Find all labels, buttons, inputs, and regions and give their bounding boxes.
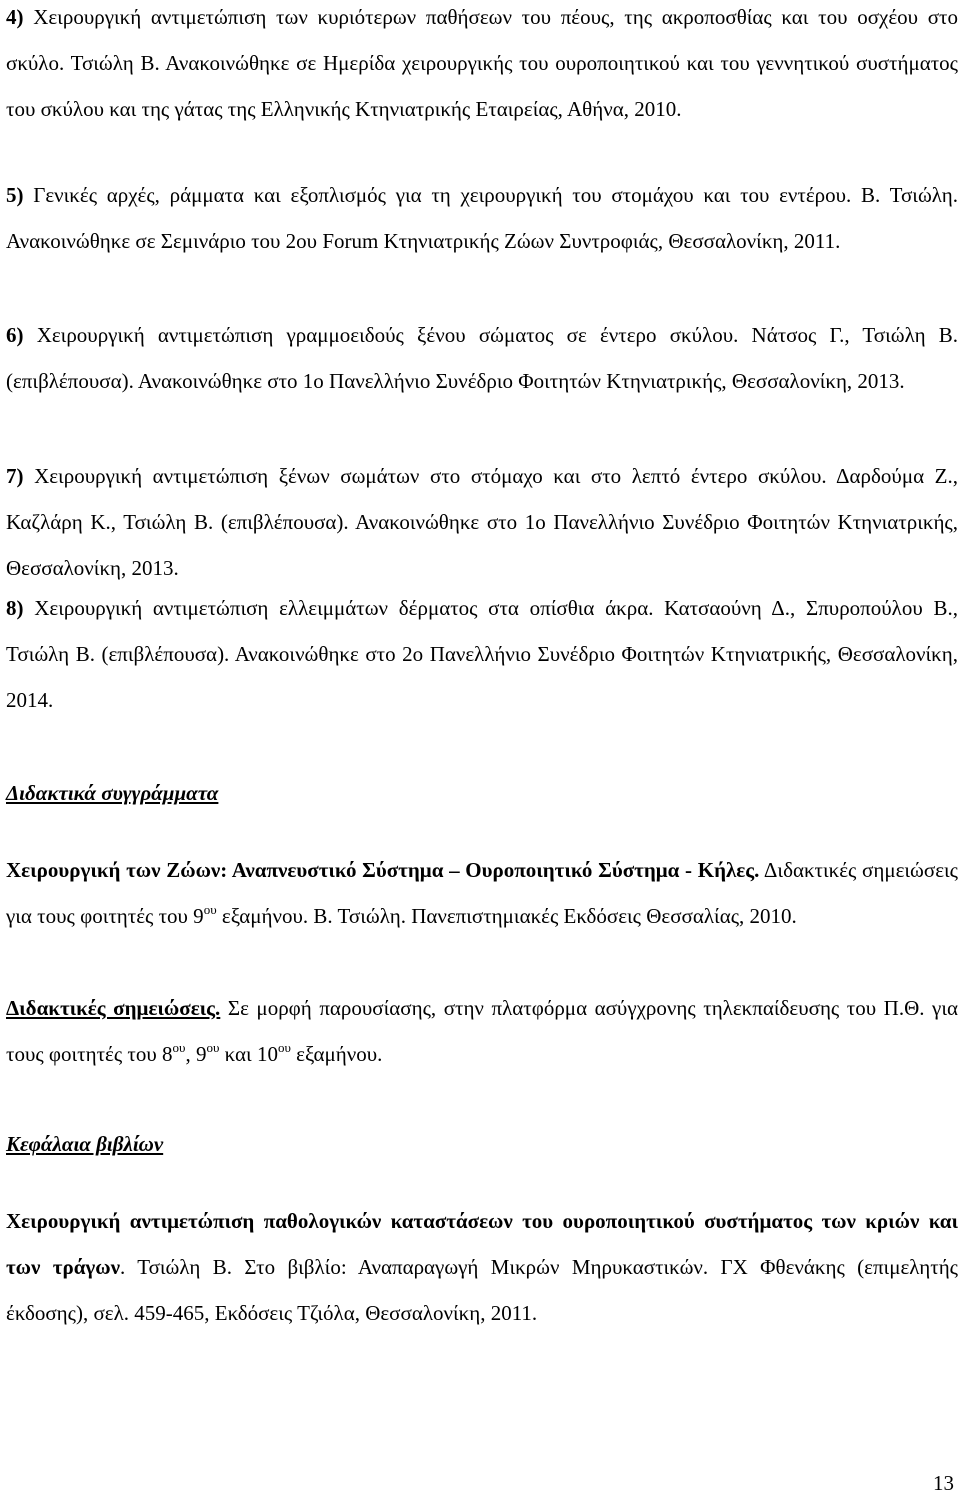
item-details: Τσιώλη Β. Ανακοινώθηκε σε Ημερίδα χειρουργικής του ουροποιητικού και του γεννητικού συστήματος του σκύλου και της γάτας της Ελληνικής Κτηνιατρικής Εταιρείας, Αθήνα, 2010. [6,51,958,121]
item-title: Γενικές αρχές, ράμματα και εξοπλισμός για τη χειρουργική του στομάχου και του εντέρου. [33,183,852,207]
list-item [6,453,958,591]
item-title: Χειρουργική αντιμετώπιση των κυριότερων παθήσεων του πέους, της ακροποσθίας και του οσχέου στο σκύλο. [6,5,958,75]
ordinal-sup: ου [172,1040,186,1055]
teaching-book-entry [6,847,958,939]
book-title: Χειρουργική των Ζώων: Αναπνευστικό Σύστημα – Ουροποιητικό Σύστημα - Κήλες. [6,858,760,882]
item-details: Νάτσος Γ., Τσιώλη Β. (επιβλέπουσα). Ανακοινώθηκε στο 1ο Πανελλήνιο Συνέδριο Φοιτητών Κτηνιατρικής, Θεσσαλονίκη, 2013. [6,323,958,393]
book-details-b: εξαμήνου. Β. Τσιώλη. Πανεπιστημιακές Εκδόσεις Θεσσαλίας, 2010. [216,904,797,928]
notes-title: Διδακτικές σημειώσεις. [6,996,221,1020]
page-number: 13 [933,1471,954,1495]
item-number: 6) [6,323,24,347]
list-item [6,585,958,723]
notes-text-a: Σε μορφή παρουσίασης, στην πλατφόρμα ασύγχρονης τηλεκπαίδευσης του Π.Θ. για τους φοιτητές του 8 [6,996,958,1066]
item-details: Κατσαούνη Δ., Σπυροπούλου Β., Τσιώλη Β. (επιβλέπουσα). Ανακοινώθηκε στο 2ο Πανελλήνιο Συνέδριο Φοιτητών Κτηνιατρικής, Θεσσαλονίκη, 2014. [6,596,958,712]
chapter-title: Χειρουργική αντιμετώπιση παθολογικών καταστάσεων του ουροποιητικού συστήματος των κριών και των τράγων [6,1209,958,1279]
ordinal-sup: ου [203,902,217,917]
item-number: 8) [6,596,24,620]
item-details: Β. Τσιώλη. Ανακοινώθηκε σε Σεμινάριο του 2ου Forum Κτηνιατρικής Ζώων Συντροφιάς, Θεσσαλονίκη, 2011. [6,183,958,253]
list-item [6,0,958,132]
item-title: Χειρουργική αντιμετώπιση ξένων σωμάτων στο στόμαχο και στο λεπτό έντερο σκύλου. [34,464,827,488]
chapter-entry [6,1198,958,1336]
list-item [6,172,958,264]
ordinal-sup: ου [206,1040,220,1055]
chapter-details: . Τσιώλη Β. Στο βιβλίο: Αναπαραγωγή Μικρών Μηρυκαστικών. ΓΧ Φθενάκης (επιμελητής έκδοσης), σελ. 459-465, Εκδόσεις Τζιόλα, Θεσσαλονίκη, 2011. [6,1255,958,1325]
item-number: 4) [6,5,24,29]
book-details-a: Διδακτικές σημειώσεις για τους φοιτητές του 9 [6,858,958,928]
item-title: Χειρουργική αντιμετώπιση ελλειμμάτων δέρματος στα οπίσθια άκρα. [34,596,654,620]
item-number: 7) [6,464,24,488]
teaching-notes-entry [6,985,958,1077]
list-item [6,312,958,404]
ordinal-sup: ου [277,1040,291,1055]
item-title: Χειρουργική αντιμετώπιση γραμμοειδούς ξένου σώματος σε έντερο σκύλου. [36,323,739,347]
item-details: Δαρδούμα Ζ., Καζλάρη Κ., Τσιώλη Β. (επιβλέπουσα). Ανακοινώθηκε στο 1ο Πανελλήνιο Συνέδριο Φοιτητών Κτηνιατρικής, Θεσσαλονίκη, 2013. [6,464,958,580]
notes-text-c: και 10 [219,1042,278,1066]
item-number: 5) [6,183,24,207]
notes-text-d: εξαμήνου. [290,1042,383,1066]
section-heading-chapters: Κεφάλαια βιβλίων [6,1132,164,1156]
section-heading-teaching: Διδακτικά συγγράμματα [6,781,219,805]
notes-text-b: , 9 [185,1042,207,1066]
